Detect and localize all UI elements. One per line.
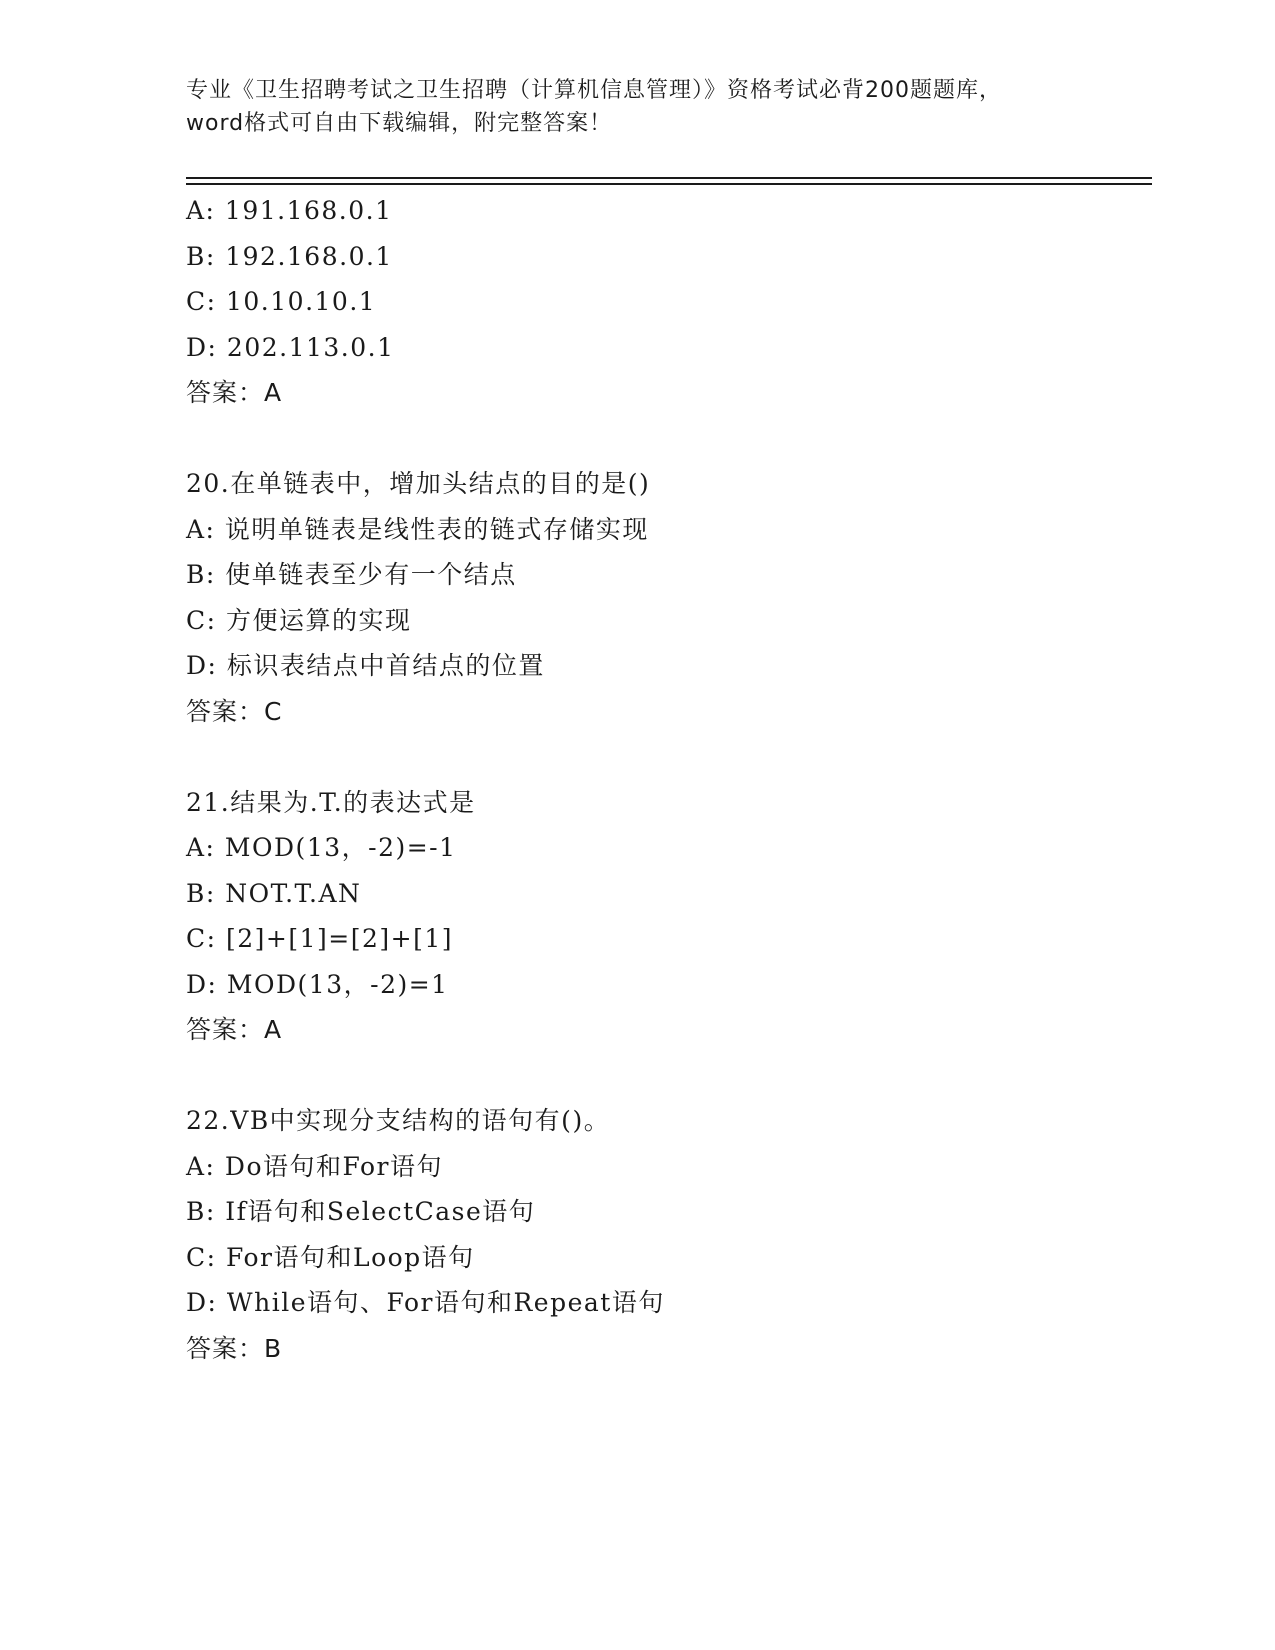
question-21	[186, 780, 1152, 1053]
option-a: A: 说明单链表是线性表的链式存储实现	[186, 514, 649, 544]
spacer	[186, 734, 1152, 780]
option-d: D: 202.113.0.1	[186, 332, 395, 362]
spacer	[186, 1053, 1152, 1099]
option-d: D: 标识表结点中首结点的位置	[186, 651, 545, 680]
header-divider-bottom	[186, 183, 1152, 185]
option-d: D: MOD(13，-2)=1	[186, 969, 449, 999]
answer-line: 答案：B	[186, 1333, 283, 1363]
option-a: A: 191.168.0.1	[186, 196, 393, 225]
header-title-line1: 专业《卫生招聘考试之卫生招聘（计算机信息管理）》资格考试必背200题题库，	[186, 78, 1002, 103]
spacer	[186, 416, 1152, 462]
option-d: D: While语句、For语句和Repeat语句	[186, 1288, 665, 1317]
question-list	[186, 188, 1152, 1371]
option-b: B: 192.168.0.1	[186, 241, 393, 271]
question-stem: 21.结果为.T.的表达式是	[186, 787, 476, 817]
option-c: C: 10.10.10.1	[186, 287, 377, 316]
question-stem: 22.VB中实现分支结构的语句有()。	[186, 1106, 611, 1135]
option-b: B: 使单链表至少有一个结点	[186, 560, 517, 589]
answer-line: 答案：C	[186, 696, 283, 726]
answer-line: 答案：A	[186, 1015, 283, 1044]
option-c: C: [2]+[1]=[2]+[1]	[186, 924, 453, 953]
option-b: B: NOT.T.AN	[186, 878, 362, 908]
answer-line: 答案：A	[186, 378, 283, 407]
option-b: B: If语句和SelectCase语句	[186, 1197, 536, 1226]
header-divider-top	[186, 177, 1152, 179]
question-stem: 20.在单链表中，增加头结点的目的是()	[186, 469, 651, 498]
header-title-line2: word格式可自由下载编辑，附完整答案！	[186, 111, 613, 136]
question-22	[186, 1098, 1152, 1371]
option-a: A: MOD(13，-2)=-1	[186, 833, 457, 862]
option-c: C: 方便运算的实现	[186, 605, 412, 635]
document-header	[186, 74, 1086, 140]
option-a: A: Do语句和For语句	[186, 1151, 444, 1181]
option-c: C: For语句和Loop语句	[186, 1242, 475, 1272]
question-19	[186, 188, 1152, 416]
question-20	[186, 461, 1152, 734]
